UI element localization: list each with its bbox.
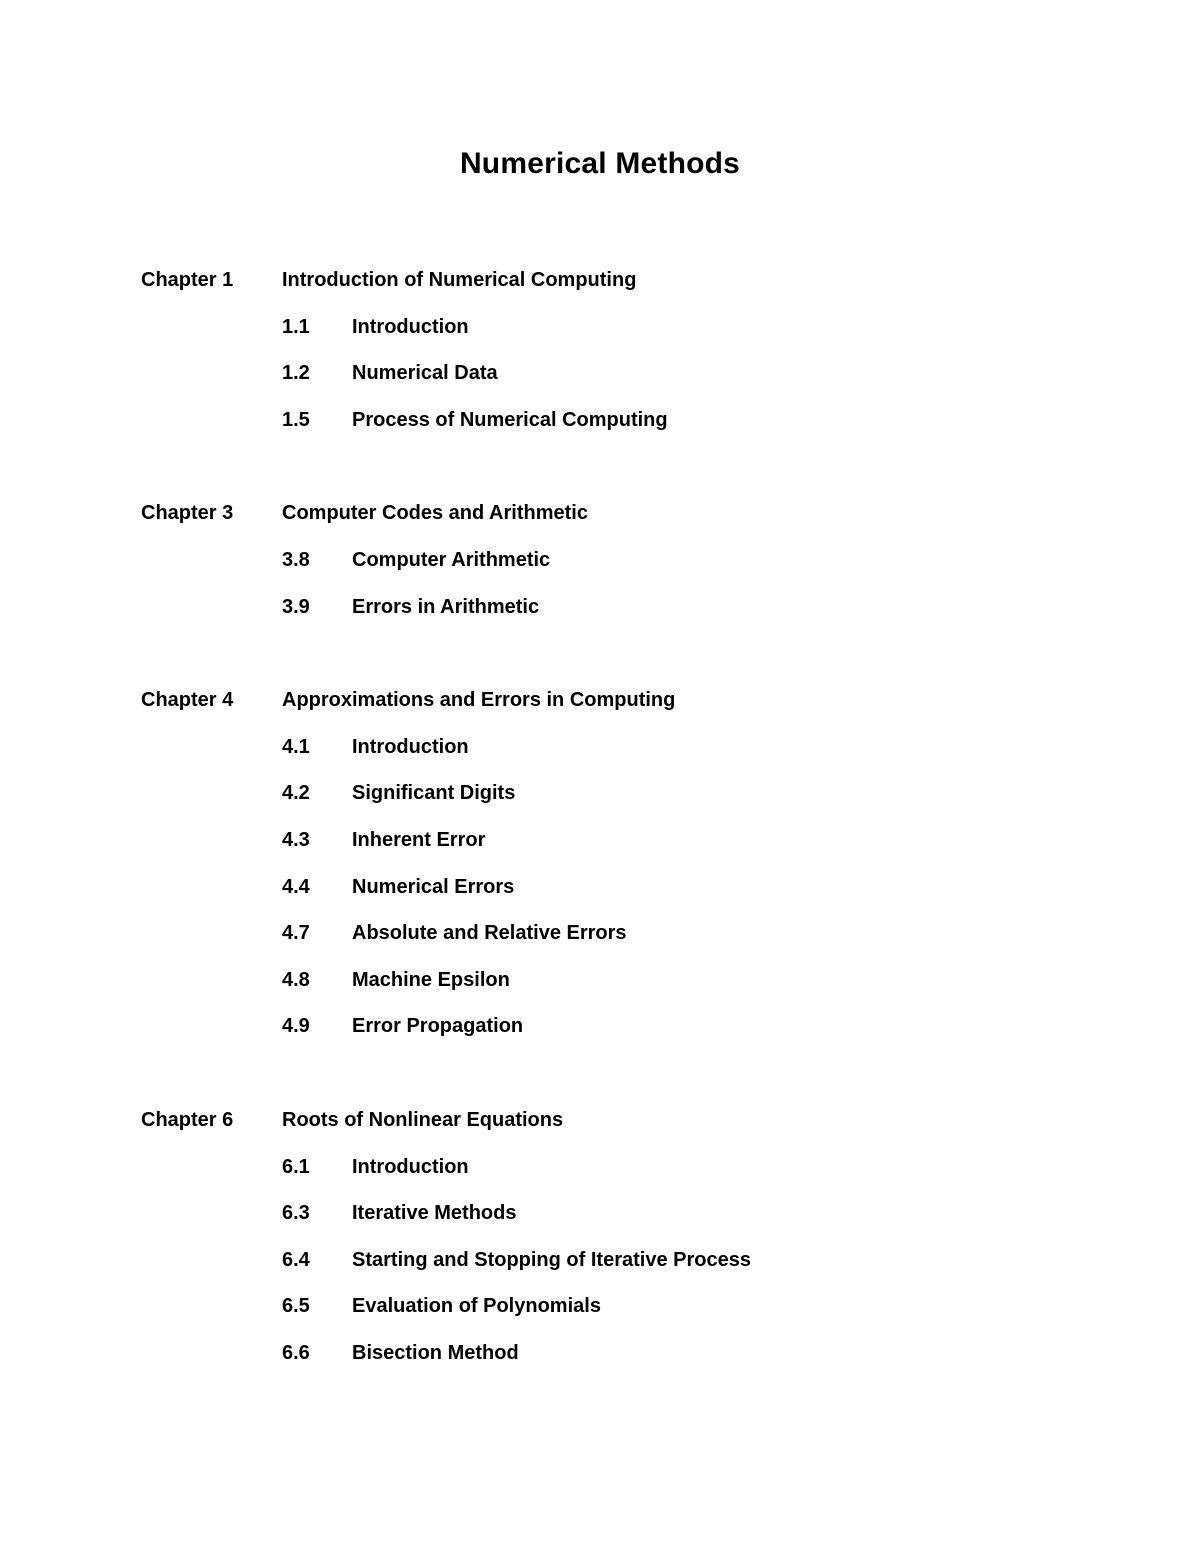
section-list (0, 1153, 1200, 1386)
section-number: 6.5 (282, 1295, 310, 1318)
section-item (0, 1292, 1200, 1339)
section-item (0, 593, 1200, 640)
chapter-heading (0, 686, 1200, 733)
section-list (0, 546, 1200, 639)
section-item (0, 1246, 1200, 1293)
section-title: Evaluation of Polynomials (352, 1295, 601, 1318)
chapter-title: Approximations and Errors in Computing (282, 689, 676, 712)
section-item (0, 966, 1200, 1013)
section-number: 4.7 (282, 922, 310, 945)
chapter-block (0, 1106, 1200, 1386)
section-title: Iterative Methods (352, 1202, 517, 1225)
section-number: 4.9 (282, 1015, 310, 1038)
section-number: 6.6 (282, 1341, 310, 1364)
section-item (0, 546, 1200, 593)
section-item (0, 406, 1200, 453)
section-title: Starting and Stopping of Iterative Process (352, 1248, 751, 1271)
chapter-heading (0, 266, 1200, 313)
section-item (0, 1153, 1200, 1200)
chapter-block (0, 499, 1200, 639)
table-of-contents (0, 266, 1200, 1432)
chapter-block (0, 686, 1200, 1059)
section-list (0, 313, 1200, 453)
section-title: Absolute and Relative Errors (352, 922, 627, 945)
section-title: Introduction (352, 735, 469, 758)
section-item (0, 1199, 1200, 1246)
section-item (0, 873, 1200, 920)
section-number: 4.1 (282, 735, 310, 758)
document-title: Numerical Methods (459, 147, 741, 180)
section-item (0, 359, 1200, 406)
section-title: Machine Epsilon (352, 968, 510, 991)
section-item (0, 1339, 1200, 1386)
section-item (0, 1012, 1200, 1059)
section-number: 6.3 (282, 1202, 310, 1225)
chapter-label: Chapter 1 (141, 269, 234, 291)
section-number: 1.1 (282, 315, 310, 338)
chapter-title: Computer Codes and Arithmetic (282, 502, 588, 525)
section-title: Inherent Error (352, 828, 486, 851)
section-title: Process of Numerical Computing (352, 408, 668, 431)
section-title: Introduction (352, 315, 469, 338)
chapter-heading (0, 499, 1200, 546)
chapter-label: Chapter 4 (141, 689, 234, 712)
section-item (0, 733, 1200, 780)
section-list (0, 733, 1200, 1059)
section-number: 1.5 (282, 408, 310, 431)
section-title: Numerical Data (352, 362, 498, 385)
section-number: 6.1 (282, 1155, 310, 1178)
section-number: 1.2 (282, 362, 310, 385)
section-number: 6.4 (282, 1248, 310, 1271)
section-item (0, 919, 1200, 966)
section-title: Introduction (352, 1155, 469, 1178)
section-number: 4.2 (282, 782, 310, 805)
section-title: Significant Digits (352, 782, 516, 805)
section-number: 4.8 (282, 968, 310, 991)
section-title: Errors in Arithmetic (352, 595, 540, 618)
section-title: Numerical Errors (352, 875, 515, 898)
section-number: 4.3 (282, 828, 310, 851)
section-number: 4.4 (282, 875, 310, 898)
section-item (0, 313, 1200, 360)
section-item (0, 826, 1200, 873)
section-title: Bisection Method (352, 1341, 519, 1364)
chapter-block (0, 266, 1200, 452)
section-number: 3.9 (282, 595, 310, 618)
section-title: Error Propagation (352, 1015, 524, 1038)
chapter-title: Introduction of Numerical Computing (282, 269, 637, 291)
section-title: Computer Arithmetic (352, 548, 551, 571)
chapter-heading (0, 1106, 1200, 1153)
chapter-title: Roots of Nonlinear Equations (282, 1108, 564, 1131)
chapter-label: Chapter 6 (141, 1108, 234, 1131)
chapter-label: Chapter 3 (141, 502, 234, 525)
section-number: 3.8 (282, 548, 310, 571)
section-item (0, 779, 1200, 826)
